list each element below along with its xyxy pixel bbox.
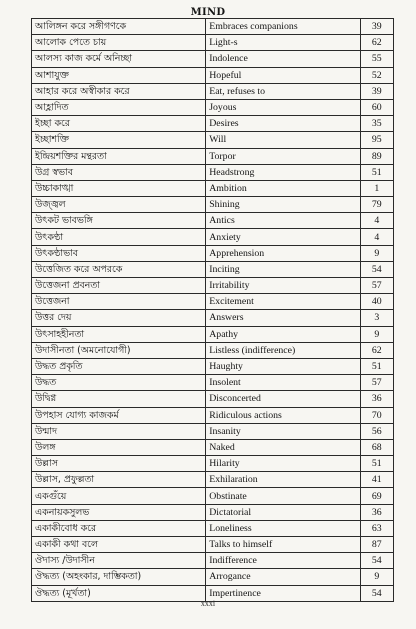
bengali-term: উত্তেজিত করে অপরকে [32,261,206,277]
english-term: Disconcerted [206,391,360,407]
table-row [32,261,394,277]
page-ref: 54 [360,585,393,601]
english-term: Apprehension [206,245,360,261]
english-term: Antics [206,213,360,229]
english-term: Ridiculous actions [206,407,360,423]
page-ref: 35 [360,116,393,132]
english-term: Apathy [206,326,360,342]
page-ref: 39 [360,83,393,99]
bengali-term: উজ্জ্বল [32,197,206,213]
table-row [32,375,394,391]
page-ref: 54 [360,261,393,277]
english-term: Talks to himself [206,537,360,553]
page-ref: 40 [360,294,393,310]
table-row [32,35,394,51]
english-term: Hopeful [206,67,360,83]
table-row [32,197,394,213]
bengali-term: উদ্বিগ্ন [32,391,206,407]
bengali-term: উদ্ধত [32,375,206,391]
page-ref: 9 [360,245,393,261]
bengali-term: ঔদ্ধত্য (মূর্খতা) [32,585,206,601]
english-term: Anxiety [206,229,360,245]
bengali-term: আহ্লাদিত [32,99,206,115]
bengali-term: ইন্দ্রিয়শক্তির মন্থরতা [32,148,206,164]
bengali-term: ইচ্ছাশক্তি [32,132,206,148]
table-row [32,407,394,423]
english-term: Excitement [206,294,360,310]
bengali-term: উৎসাহহীনতা [32,326,206,342]
page-ref: 62 [360,342,393,358]
page-ref: 68 [360,439,393,455]
english-term: Impertinence [206,585,360,601]
bengali-term: ঔদাস্য /উদাসীন [32,553,206,569]
english-term: Irritability [206,278,360,294]
english-term: Naked [206,439,360,455]
bengali-term: উৎকট ভাবভঙ্গি [32,213,206,229]
table-row [32,229,394,245]
page-ref: 51 [360,164,393,180]
bengali-term: একাকী কথা বলে [32,537,206,553]
table-row [32,423,394,439]
table-row [32,19,394,35]
english-term: Insolent [206,375,360,391]
table-row [32,148,394,164]
english-term: Torpor [206,148,360,164]
table-row [32,456,394,472]
page-ref: 9 [360,326,393,342]
table-row [32,83,394,99]
english-term: Answers [206,310,360,326]
english-term: Insanity [206,423,360,439]
english-term: Will [206,132,360,148]
page-ref: 51 [360,456,393,472]
english-term: Indolence [206,51,360,67]
table-row [32,164,394,180]
page-number: xxxi [200,599,216,608]
table-row [32,51,394,67]
page-ref: 70 [360,407,393,423]
bengali-term: ইচ্ছা করে [32,116,206,132]
bengali-term: উচ্চাকাঙ্খা [32,180,206,196]
table-row [32,245,394,261]
english-term: Desires [206,116,360,132]
page-ref: 39 [360,19,393,35]
english-term: Listless (indifference) [206,342,360,358]
table-row [32,99,394,115]
table-row [32,358,394,374]
page-ref: 36 [360,504,393,520]
english-term: Loneliness [206,520,360,536]
english-term: Eat, refuses to [206,83,360,99]
bengali-term: উদ্ধত প্রকৃতি [32,358,206,374]
page-ref: 56 [360,423,393,439]
english-term: Exhilaration [206,472,360,488]
bengali-term: ঔদ্ধত্য (অহংকার, দাম্ভিকতা) [32,569,206,585]
glossary-rows [32,19,394,602]
page-ref: 95 [360,132,393,148]
table-row [32,472,394,488]
english-term: Dictatorial [206,504,360,520]
bengali-term: উল্লাস, প্রফুল্লতা [32,472,206,488]
page-ref: 41 [360,472,393,488]
bengali-term: উৎকণ্ঠা [32,229,206,245]
table-row [32,520,394,536]
bengali-term: উত্তেজনা প্রবনতা [32,278,206,294]
table-row [32,488,394,504]
english-term: Arrogance [206,569,360,585]
table-row [32,391,394,407]
english-term: Shining [206,197,360,213]
bengali-term: উল্লাস [32,456,206,472]
page-ref: 69 [360,488,393,504]
bengali-term: উলঙ্গ [32,439,206,455]
bengali-term: উত্তর দেয় [32,310,206,326]
table-row [32,116,394,132]
english-term: Indifference [206,553,360,569]
page-ref: 54 [360,553,393,569]
bengali-term: উগ্র স্বভাব [32,164,206,180]
page-ref: 87 [360,537,393,553]
english-term: Hilarity [206,456,360,472]
table-row [32,326,394,342]
page-ref: 1 [360,180,393,196]
table-row [32,553,394,569]
english-term: Joyous [206,99,360,115]
page-ref: 36 [360,391,393,407]
table-row [32,132,394,148]
english-term: Ambition [206,180,360,196]
table-row [32,278,394,294]
bengali-term: একনায়কসুলভ [32,504,206,520]
page-ref: 55 [360,51,393,67]
table-row [32,294,394,310]
page-ref: 57 [360,278,393,294]
page-heading: MIND [190,7,226,18]
bengali-term: উত্তেজনা [32,294,206,310]
english-term: Light-s [206,35,360,51]
bengali-term: উপহাস যোগ্য কাজকর্ম [32,407,206,423]
page-ref: 52 [360,67,393,83]
bengali-term: আলস্য কাজ কর্মে অনিচ্ছা [32,51,206,67]
page-ref: 63 [360,520,393,536]
page-ref: 60 [360,99,393,115]
bengali-term: আহার করে অস্বীকার করে [32,83,206,99]
table-row [32,342,394,358]
table-row [32,537,394,553]
bengali-term: উন্মাদ [32,423,206,439]
bengali-term: আলিঙ্গন করে সঙ্গীগণকে [32,19,206,35]
bengali-term: একগুঁয়ে [32,488,206,504]
page-ref: 62 [360,35,393,51]
english-term: Embraces companions [206,19,360,35]
bengali-term: উদাসীনতা (অমনোযোগী) [32,342,206,358]
bengali-term: আলোক পেতে চায় [32,35,206,51]
bengali-term: উৎকণ্ঠাভাব [32,245,206,261]
page-ref: 9 [360,569,393,585]
page-ref: 4 [360,229,393,245]
table-row [32,439,394,455]
english-term: Haughty [206,358,360,374]
bengali-term: একাকীবোধ করে [32,520,206,536]
table-row [32,504,394,520]
page-ref: 3 [360,310,393,326]
page-ref: 57 [360,375,393,391]
english-term: Headstrong [206,164,360,180]
glossary-table [31,18,394,602]
table-row [32,67,394,83]
page-ref: 79 [360,197,393,213]
bengali-term: আশাযুক্ত [32,67,206,83]
table-row [32,213,394,229]
table-row [32,180,394,196]
table-row [32,569,394,585]
table-row [32,310,394,326]
english-term: Inciting [206,261,360,277]
page-ref: 51 [360,358,393,374]
english-term: Obstinate [206,488,360,504]
page-ref: 89 [360,148,393,164]
page-ref: 4 [360,213,393,229]
